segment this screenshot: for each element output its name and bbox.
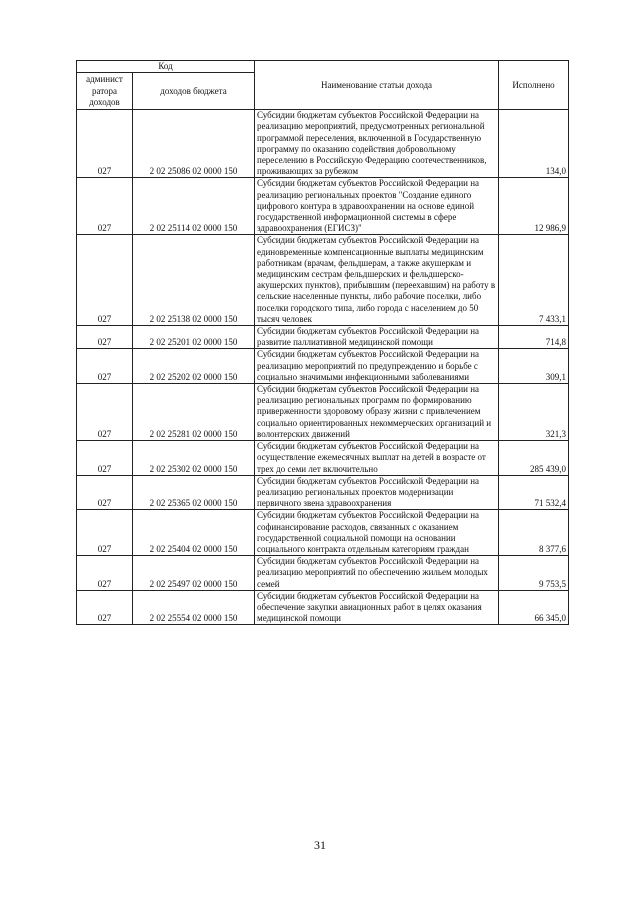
amount-cell: 7 433,1 (499, 235, 569, 326)
revenue-name-cell: Субсидии бюджетам субъектов Российской Федерации на реализацию региональных программ по формированию приверженности здоровому образу жизни с привлечением социально ориентированных некоммерческих организаций и волонтерских движений (255, 384, 499, 441)
revenue-name-cell: Субсидии бюджетам субъектов Российской Федерации на обеспечение закупки авиационных работ в целях оказания медицинской помощи (255, 590, 499, 625)
amount-cell: 309,1 (499, 349, 569, 384)
table-row (77, 326, 569, 349)
admin-code-cell: 027 (77, 326, 133, 349)
revenue-code-cell: 2 02 25365 02 0000 150 (133, 475, 255, 510)
admin-code-cell: 027 (77, 590, 133, 625)
header-executed: Исполнено (499, 61, 569, 110)
revenue-name-cell: Субсидии бюджетам субъектов Российской Федерации на реализацию региональных проектов "Создание единого цифрового контура в здравоохранении на основе единой государственной информационной системы в сфере здравоохранения (ЕГИСЗ)" (255, 178, 499, 235)
amount-cell: 134,0 (499, 110, 569, 178)
amount-cell: 8 377,6 (499, 510, 569, 556)
admin-code-cell: 027 (77, 235, 133, 326)
admin-code-cell: 027 (77, 475, 133, 510)
revenue-name-cell: Субсидии бюджетам субъектов Российской Федерации на реализацию мероприятий по предупреждению и борьбе с социально значимыми инфекционными заболеваниями (255, 349, 499, 384)
page-number: 31 (314, 838, 326, 852)
table-row (77, 556, 569, 591)
amount-cell: 9 753,5 (499, 556, 569, 591)
amount-cell: 12 986,9 (499, 178, 569, 235)
admin-code-cell: 027 (77, 441, 133, 476)
header-revenue-name: Наименование статьи дохода (255, 61, 499, 110)
table-row (77, 178, 569, 235)
amount-cell: 71 532,4 (499, 475, 569, 510)
admin-code-cell: 027 (77, 556, 133, 591)
revenue-code-cell: 2 02 25281 02 0000 150 (133, 384, 255, 441)
amount-cell: 714,8 (499, 326, 569, 349)
table-row (77, 475, 569, 510)
amount-cell: 66 345,0 (499, 590, 569, 625)
table-row (77, 235, 569, 326)
admin-code-cell: 027 (77, 510, 133, 556)
revenue-name-cell: Субсидии бюджетам субъектов Российской Федерации на реализацию региональных проектов модернизации первичного звена здравоохранения (255, 475, 499, 510)
admin-code-cell: 027 (77, 384, 133, 441)
revenue-name-cell: Субсидии бюджетам субъектов Российской Федерации на развитие паллиативной медицинской помощи (255, 326, 499, 349)
header-administrator: админист ратора доходов (77, 73, 133, 110)
revenue-code-cell: 2 02 25201 02 0000 150 (133, 326, 255, 349)
revenue-name-cell: Субсидии бюджетам субъектов Российской Федерации на реализацию мероприятий по обеспечению жильем молодых семей (255, 556, 499, 591)
revenue-name-cell: Субсидии бюджетам субъектов Российской Федерации на реализацию мероприятий, предусмотренных региональной программой переселения, включенной в Государственную программу по оказанию содействия добровольному переселению в Российскую Федерацию соотечественников, проживающих за рубежом (255, 110, 499, 178)
header-budget-revenue-code: доходов бюджета (133, 73, 255, 110)
revenue-code-cell: 2 02 25404 02 0000 150 (133, 510, 255, 556)
revenue-code-cell: 2 02 25554 02 0000 150 (133, 590, 255, 625)
revenue-name-cell: Субсидии бюджетам субъектов Российской Федерации на единовременные компенсационные выплаты медицинским работникам (врачам, фельдшерам, а также акушеркам и медицинским сестрам фельдшерских и фельдшерско-акушерских пунктов), прибывшим (переехавшим) на работу в сельские населенные пункты, либо рабочие поселки, либо поселки городского типа, либо города с населением до 50 тысяч человек (255, 235, 499, 326)
revenue-name-cell: Субсидии бюджетам субъектов Российской Федерации на осуществление ежемесячных выплат на детей в возрасте от трех до семи лет включительно (255, 441, 499, 476)
revenue-code-cell: 2 02 25138 02 0000 150 (133, 235, 255, 326)
revenue-code-cell: 2 02 25114 02 0000 150 (133, 178, 255, 235)
revenue-code-cell: 2 02 25302 02 0000 150 (133, 441, 255, 476)
header-code-group: Код (77, 61, 255, 73)
table-row (77, 384, 569, 441)
table-row (77, 110, 569, 178)
amount-cell: 321,3 (499, 384, 569, 441)
admin-code-cell: 027 (77, 110, 133, 178)
table-row (77, 590, 569, 625)
revenue-table (76, 60, 569, 625)
table-row (77, 441, 569, 476)
revenue-code-cell: 2 02 25497 02 0000 150 (133, 556, 255, 591)
revenue-code-cell: 2 02 25202 02 0000 150 (133, 349, 255, 384)
admin-code-cell: 027 (77, 349, 133, 384)
table-row (77, 349, 569, 384)
admin-code-cell: 027 (77, 178, 133, 235)
amount-cell: 285 439,0 (499, 441, 569, 476)
revenue-code-cell: 2 02 25086 02 0000 150 (133, 110, 255, 178)
revenue-name-cell: Субсидии бюджетам субъектов Российской Федерации на софинансирование расходов, связанных с оказанием государственной социальной помощи на основании социального контракта отдельным категориям граждан (255, 510, 499, 556)
table-row (77, 510, 569, 556)
